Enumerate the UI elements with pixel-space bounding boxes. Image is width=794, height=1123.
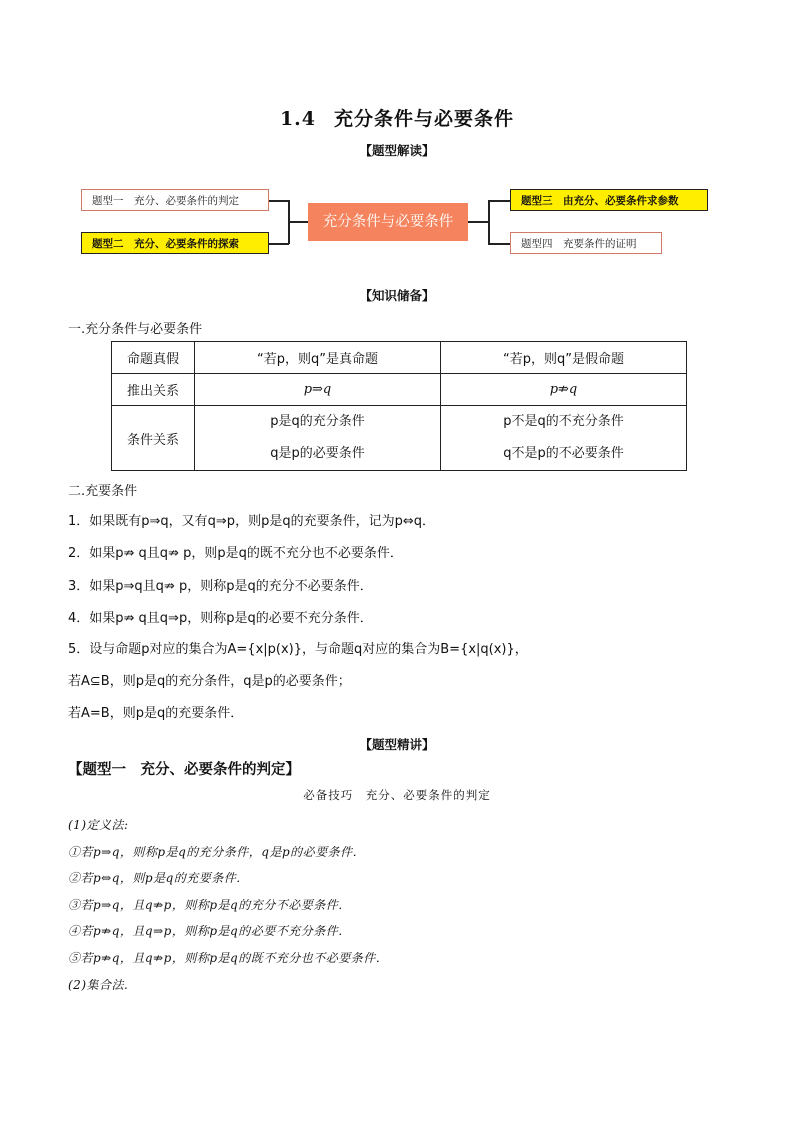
mindmap-right-1: 题型三 由充分、必要条件求参数 [510, 189, 708, 211]
table-cell: “若p，则q”是真命题 [195, 342, 441, 374]
table-cell [195, 406, 441, 471]
table-cell: 条件关系 [112, 406, 195, 471]
section-header-question-types: 【题型解读】 [359, 143, 435, 158]
method-line: (1)定义法: [68, 818, 129, 832]
part1-heading: 一.充分条件与必要条件 [68, 322, 203, 337]
connector-line [269, 200, 289, 202]
section-header-lecture: 【题型精讲】 [359, 737, 435, 752]
page-title [0, 104, 794, 131]
section-header-knowledge: 【知识储备】 [359, 288, 435, 303]
part2-item: 4．如果p⇏ q且q⇒p，则称p是q的必要不充分条件． [68, 611, 373, 626]
part2-item: 若A⊆B，则p是q的充分条件，q是p的必要条件； [68, 674, 351, 689]
method-line: ④若p⇏q，且q⇒p，则称p是q的必要不充分条件． [68, 924, 351, 938]
method-line: ⑤若p⇏q，且q⇏p，则称p是q的既不充分也不必要条件． [68, 951, 389, 965]
part2-item: 2．如果p⇏ q且q⇏ p，则p是q的既不充分也不必要条件． [68, 546, 403, 561]
connector-line [488, 200, 510, 202]
part2-heading: 二.充要条件 [68, 484, 138, 499]
mindmap-center: 充分条件与必要条件 [308, 203, 468, 241]
part2-item: 若A=B，则p是q的充要条件． [68, 706, 244, 721]
mindmap-right-2: 题型四 充要条件的证明 [510, 232, 662, 254]
mindmap-left-1: 题型一 充分、必要条件的判定 [81, 189, 269, 211]
table-cell: p⇏q [441, 374, 687, 406]
part2-item: 1．如果既有p⇒q，又有q⇒p，则p是q的充要条件，记为p⇔q． [68, 514, 435, 529]
table-cell-line: q是p的必要条件 [270, 446, 365, 461]
skill-title: 必备技巧 充分、必要条件的判定 [303, 788, 491, 802]
method-line: ①若p⇒q，则称p是q的充分条件，q是p的必要条件． [68, 845, 366, 859]
connector-line [468, 221, 488, 223]
table-cell-line: q不是p的不必要条件 [503, 446, 624, 461]
mindmap-left-2: 题型二 充分、必要条件的探索 [81, 232, 269, 254]
connector-line [269, 243, 289, 245]
table-cell: 推出关系 [112, 374, 195, 406]
connector-line [488, 200, 490, 244]
table-cell: 命题真假 [112, 342, 195, 374]
table-cell-line: p是q的充分条件 [270, 414, 365, 429]
part2-item: 5．设与命题p对应的集合为A={x|p(x)}，与命题q对应的集合为B={x|q(x)}， [68, 642, 528, 657]
table-cell [441, 406, 687, 471]
method-line: ③若p⇒q，且q⇏p，则称p是q的充分不必要条件． [68, 898, 351, 912]
title-number: 1.4 [279, 108, 317, 130]
title-text: 充分条件与必要条件 [334, 108, 515, 130]
method-line: ②若p⇔q，则p是q的充要条件． [68, 871, 249, 885]
type1-heading: 【题型一 充分、必要条件的判定】 [68, 762, 300, 778]
part2-item: 3．如果p⇒q且q⇏ p，则称p是q的充分不必要条件． [68, 579, 373, 594]
method-line: (2)集合法. [68, 978, 129, 992]
table-cell: “若p，则q”是假命题 [441, 342, 687, 374]
connector-line [288, 221, 308, 223]
table-cell-line: p不是q的不充分条件 [503, 414, 624, 429]
knowledge-table [111, 341, 687, 471]
table-cell: p⇒q [195, 374, 441, 406]
connector-line [488, 243, 510, 245]
